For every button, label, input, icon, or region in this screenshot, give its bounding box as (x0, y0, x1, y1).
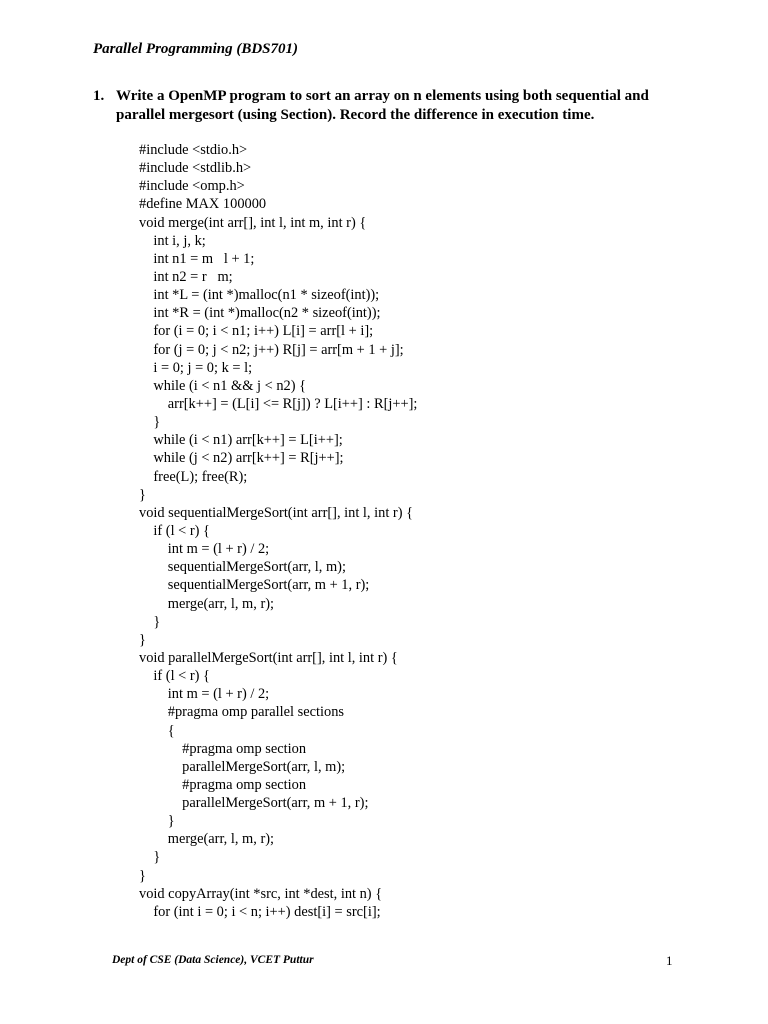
code-line: while (i < n1) arr[k++] = L[i++]; (139, 432, 343, 449)
code-line: int m = (l + r) / 2; (139, 541, 270, 558)
code-line: } (139, 813, 175, 830)
code-line: int m = (l + r) / 2; (139, 686, 270, 703)
code-line: void parallelMergeSort(int arr[], int l, int r) { (139, 649, 398, 666)
code-line: #pragma omp section (139, 740, 307, 757)
code-line: } (139, 631, 146, 648)
code-line: for (j = 0; j < n2; j++) R[j] = arr[m + 1 + j]; (139, 341, 404, 358)
code-line: if (l < r) { (139, 668, 210, 685)
code-line: while (i < n1 && j < n2) { (139, 377, 307, 394)
code-line: while (j < n2) arr[k++] = R[j++]; (139, 450, 344, 467)
code-line: merge(arr, l, m, r); (139, 595, 275, 612)
code-line: parallelMergeSort(arr, l, m); (139, 758, 346, 775)
code-line: sequentialMergeSort(arr, m + 1, r); (139, 577, 370, 594)
code-line: free(L); free(R); (139, 468, 248, 485)
code-line: #pragma omp parallel sections (139, 704, 345, 721)
code-line: for (i = 0; i < n1; i++) L[i] = arr[l + i]; (139, 323, 374, 340)
code-line: parallelMergeSort(arr, m + 1, r); (139, 795, 369, 812)
code-line: if (l < r) { (139, 522, 210, 539)
code-line: #pragma omp section (139, 776, 307, 793)
code-line: void sequentialMergeSort(int arr[], int l, int r) { (139, 504, 414, 521)
code-line: } (139, 849, 161, 866)
code-line: } (139, 486, 146, 503)
question-text: Write a OpenMP program to sort an array on n elements using both sequential and parallel mergesort (using Section). Record the difference in execution time. (116, 88, 649, 123)
code-line: } (139, 613, 161, 630)
code-line: #define MAX 100000 (139, 196, 267, 213)
footer-department: Dept of CSE (Data Science), VCET Puttur (112, 954, 314, 966)
code-line: } (139, 867, 146, 884)
question-block (93, 87, 693, 125)
code-line: { (139, 722, 175, 739)
code-line: merge(arr, l, m, r); (139, 831, 275, 848)
code-line: void merge(int arr[], int l, int m, int r) { (139, 214, 367, 231)
code-line: int i, j, k; (139, 232, 206, 249)
code-line: #include <omp.h> (139, 178, 245, 195)
page-header-title: Parallel Programming (BDS701) (93, 41, 299, 57)
code-line: int *L = (int *)malloc(n1 * sizeof(int)); (139, 287, 380, 304)
code-listing (139, 141, 417, 921)
code-line: #include <stdlib.h> (139, 160, 252, 177)
code-line: } (139, 414, 161, 431)
code-line: sequentialMergeSort(arr, l, m); (139, 559, 346, 576)
code-line: int n1 = m l + 1; (139, 250, 255, 267)
code-line: int *R = (int *)malloc(n2 * sizeof(int)); (139, 305, 381, 322)
page-number: 1 (666, 953, 673, 968)
code-line: i = 0; j = 0; k = l; (139, 359, 253, 376)
code-line: int n2 = r m; (139, 268, 233, 285)
code-line: void copyArray(int *src, int *dest, int n) { (139, 885, 383, 902)
code-line: #include <stdio.h> (139, 142, 248, 158)
code-line: for (int i = 0; i < n; i++) dest[i] = src[i]; (139, 903, 381, 920)
code-line: arr[k++] = (L[i] <= R[j]) ? L[i++] : R[j++]; (139, 395, 418, 412)
question-number: 1. (93, 88, 105, 104)
